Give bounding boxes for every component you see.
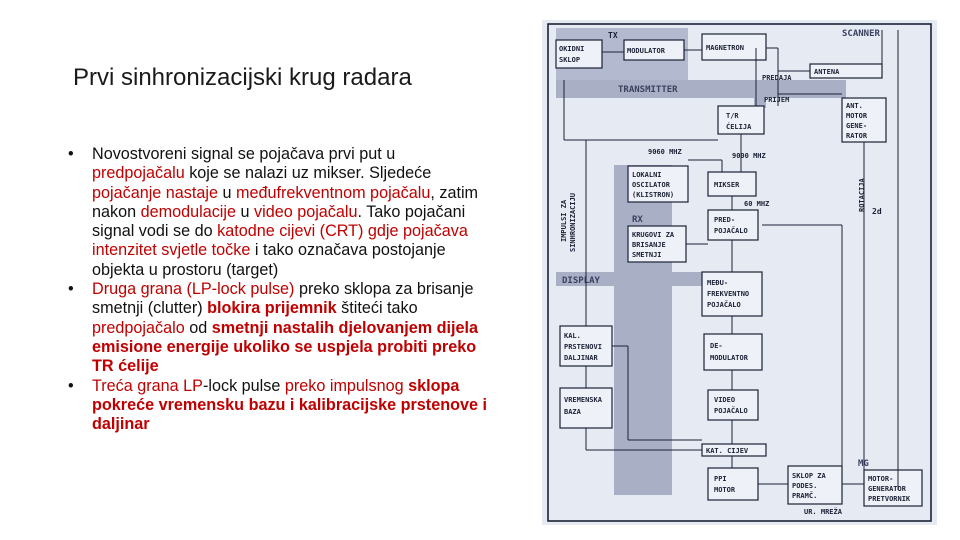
ppi-label-1: PPI [714, 475, 727, 483]
plain-text: koje se nalazi uz mikser. Sljedeće [184, 164, 432, 183]
plain-text: -lock pulse [202, 376, 285, 395]
krug-label-3: SMETNJI [632, 251, 662, 259]
freq-9000: 9000 MHZ [732, 152, 766, 160]
okidni-label-2: SKLOP [559, 56, 581, 64]
magnetron-label: MAGNETRON [706, 44, 744, 52]
osc-label-2: OSCILATOR [632, 181, 670, 189]
transmitter-band [556, 80, 846, 98]
highlight-text: međufrekventnom pojačalu [236, 183, 431, 202]
modulator-label: MODULATOR [627, 47, 665, 55]
freq-9060: 9060 MHZ [648, 148, 682, 156]
predaja-label: PREDAJA [762, 74, 792, 82]
bullet-item [68, 145, 488, 280]
highlight-text: predpojačalo [92, 318, 185, 337]
bullet-text [92, 145, 478, 279]
prijem-label: PRIJEM [764, 96, 790, 104]
sklop-label-1: SKLOP ZA [792, 472, 826, 480]
section-mg: MG [858, 459, 869, 469]
section-display: DISPLAY [562, 276, 600, 286]
plain-text: Novostvoreni signal se pojačava prvi put u [92, 145, 396, 163]
radar-block-diagram [542, 20, 937, 525]
plain-text: od [184, 318, 212, 337]
demodulator-block [704, 334, 762, 370]
ppi-motor-block [708, 468, 758, 500]
medju-label-3: POJAČALO [707, 301, 741, 309]
mgen-label-1: MOTOR- [868, 475, 894, 483]
tr-label-2: ĆELIJA [726, 123, 752, 131]
mgen-label-2: GENERATOR [868, 485, 906, 493]
plain-text: i tako označava postojanje objekta u prostoru (target) [92, 241, 446, 279]
highlight-text: blokira prijemnik [207, 299, 337, 318]
plain-text: . Tako pojačani signal vodi se do [92, 202, 466, 241]
plain-text: u [218, 183, 236, 202]
plain-text: preko sklopa za brisanje smetnji (clutter) [92, 280, 474, 318]
plain-text: u [236, 202, 254, 221]
impulsi-label-1: IMPULSI ZA [560, 199, 568, 242]
rotacija-label: ROTACIJA [858, 178, 866, 212]
plain-text: , zatim nakon [92, 183, 479, 221]
tag-2d: 2d [872, 207, 882, 216]
receiver-area [614, 165, 675, 495]
highlight-text: video pojačalu [254, 202, 358, 221]
radar-block-diagram-photo [542, 20, 937, 525]
video-pojacalo-block [708, 390, 758, 420]
highlight-text: Druga grana (LP-lock pulse) [92, 280, 295, 299]
kat-label: KAT. CIJEV [706, 447, 749, 455]
medju-label-1: MEĐU- [707, 279, 729, 287]
demod-label-1: DE- [710, 342, 723, 350]
osc-label-3: (KLISTRON) [632, 191, 675, 199]
ant-label-4: RATOR [846, 132, 868, 140]
mgen-label-3: PRETVORNIK [868, 495, 911, 503]
impulsi-label-2: SINHRONIZACIJU [569, 192, 577, 252]
sklop-label-3: PRAMČ. [792, 492, 818, 500]
kal-label-3: DALJINAR [564, 354, 598, 362]
medju-label-2: FREKVENTNO [707, 290, 750, 298]
section-rx: RX [632, 215, 643, 225]
highlight-text: demodulacije [140, 202, 236, 221]
bullet-list [68, 145, 488, 434]
highlight-text: sklopa pokreće vremensku bazu i kalibracijske prstenove i daljinar [92, 376, 487, 434]
highlight-text: smetnji nastalih djelovanjem dijela emisione energije ukoliko se uspjela probiti preko TR ćelije [92, 318, 478, 376]
pred-label-2: POJAČALO [714, 227, 748, 235]
bullet-item [68, 377, 488, 435]
highlight-text: pojačanje nastaje [92, 183, 218, 202]
okidni-label-1: OKIDNI [559, 45, 585, 53]
section-scanner: SCANNER [842, 29, 880, 39]
highlight-text: predpojačalu [92, 164, 185, 183]
video-label-2: POJAČALO [714, 407, 748, 415]
antena-label: ANTENA [814, 68, 840, 76]
kal-label-2: PRSTENOVI [564, 343, 602, 351]
label-tx: TX [608, 31, 618, 40]
vrem-label-1: VREMENSKA [564, 396, 602, 404]
bullet-marker: • [68, 145, 74, 163]
ant-label-2: MOTOR [846, 112, 868, 120]
demod-label-2: MODULATOR [710, 354, 748, 362]
bullet-marker: • [68, 376, 74, 395]
bullet-text [92, 377, 487, 434]
section-transmitter: TRANSMITTER [618, 85, 678, 95]
sklop-label-2: PODES. [792, 482, 818, 490]
tr-label-1: T/R [726, 112, 739, 120]
vrem-label-2: BAZA [564, 408, 581, 416]
kal-label-1: KAL. [564, 332, 581, 340]
freq-60: 60 MHZ [744, 200, 770, 208]
highlight-text: preko impulsnog [284, 376, 404, 395]
krug-label-1: KRUGOVI ZA [632, 231, 675, 239]
highlight-text: Treća grana LP [92, 376, 203, 395]
osc-label-1: LOKALNI [632, 171, 662, 179]
krug-label-2: BRISANJE [632, 241, 666, 249]
mreza-label: UR. MREŽA [804, 508, 842, 516]
video-label-1: VIDEO [714, 396, 736, 404]
slide-title: Prvi sinhronizacijski krug radara [73, 64, 412, 91]
bullet-item [68, 280, 488, 376]
mikser-label: MIKSER [714, 181, 740, 189]
predpojacalo-block [708, 210, 758, 240]
ant-label-1: ANT. [846, 102, 863, 110]
bullet-text [92, 280, 478, 375]
bullet-marker: • [68, 280, 74, 299]
ppi-label-2: MOTOR [714, 486, 736, 494]
ant-label-3: GENE- [846, 122, 868, 130]
pred-label-1: PRED- [714, 216, 736, 224]
highlight-text: katodne cijevi (CRT) gdje pojačava intenzitet svjetle točke [92, 222, 468, 260]
plain-text: štiteći tako [336, 299, 418, 318]
